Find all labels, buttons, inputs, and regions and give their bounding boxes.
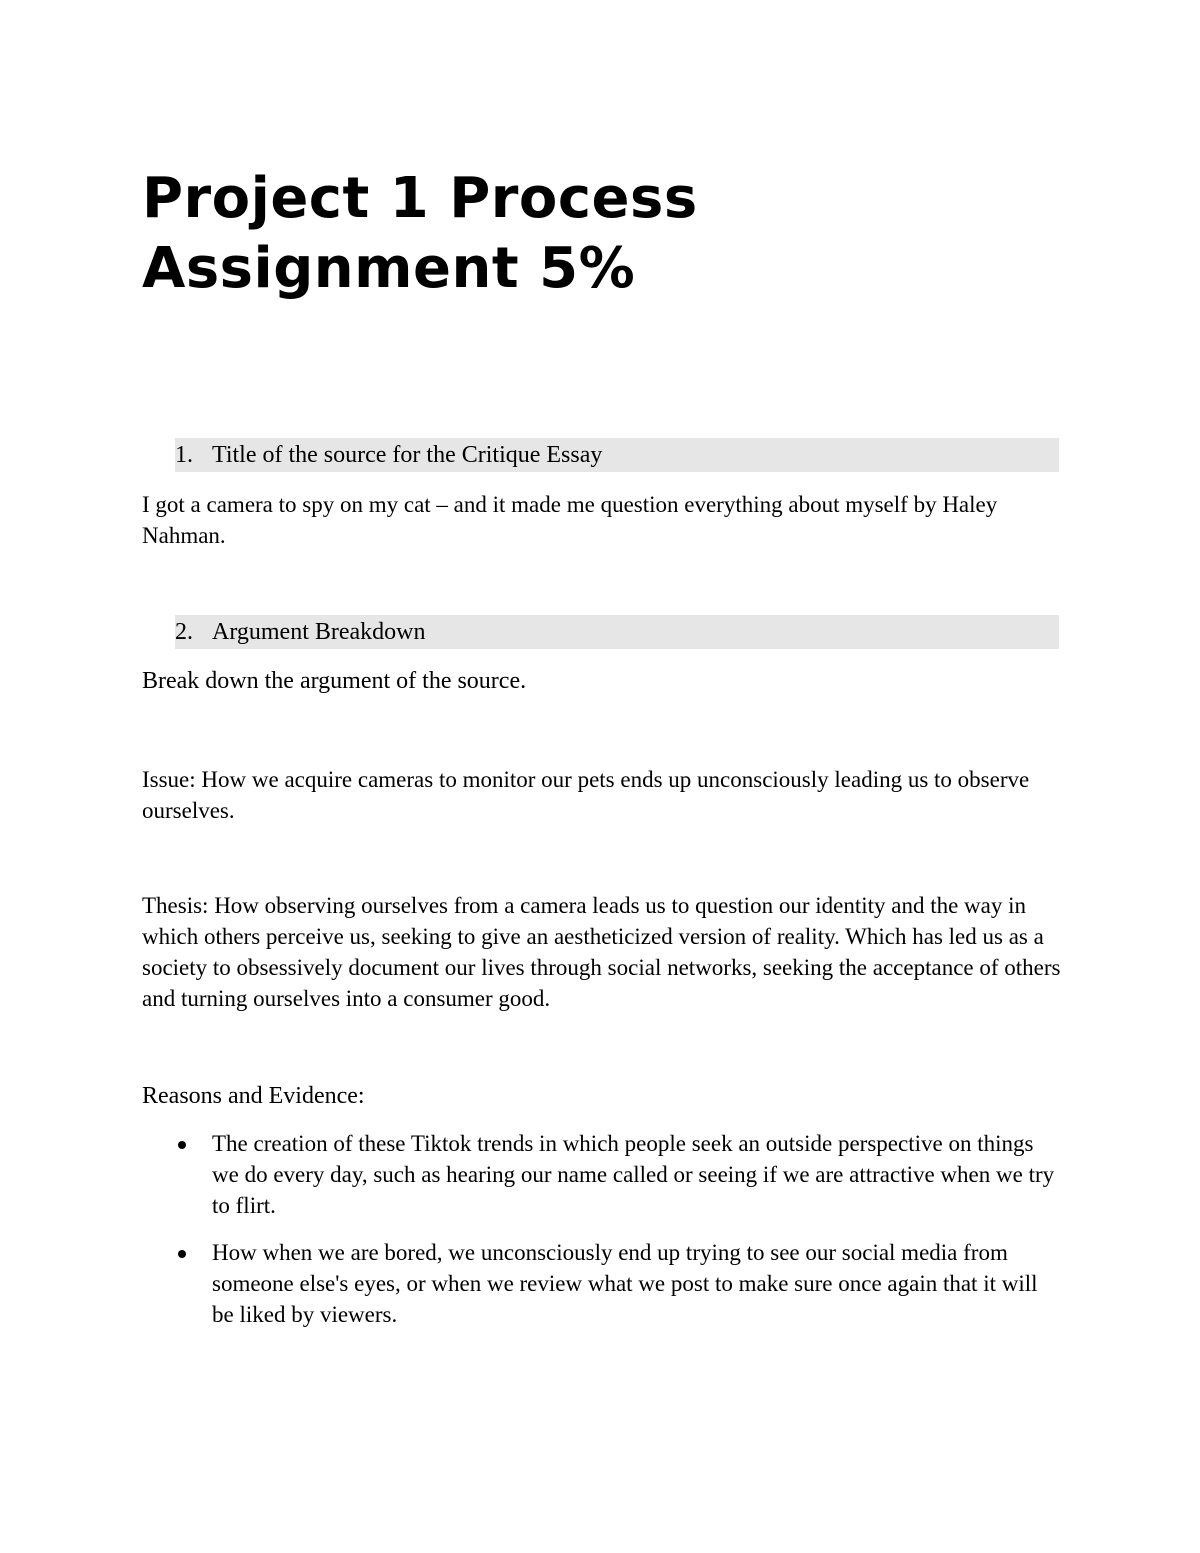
reason-text: The creation of these Tiktok trends in which people seek an outside perspective on things we do every day, such as hearing our name called or seeing if we are attractive when we try to flirt.: [212, 1131, 1055, 1218]
bullet-icon: [178, 1250, 186, 1258]
section-heading-1: [175, 438, 1059, 472]
list-item: [142, 1128, 1062, 1221]
section-heading-2: [175, 615, 1059, 649]
section-number: 2.: [175, 619, 193, 645]
section-heading-text: Argument Breakdown: [212, 619, 426, 645]
bullet-icon: [178, 1141, 186, 1149]
document-title: [142, 164, 698, 304]
title-line-2: Assignment 5%: [142, 236, 636, 301]
issue-paragraph: Issue: How we acquire cameras to monitor our pets ends up unconsciously leading us to observe ourselves.: [142, 767, 1030, 823]
reasons-list: [142, 1128, 1062, 1330]
section-heading-text: Title of the source for the Critique Essay: [212, 442, 603, 468]
section-number: 1.: [175, 442, 193, 468]
source-title-text: I got a camera to spy on my cat – and it made me question everything about myself by Haley Nahman.: [142, 492, 998, 548]
thesis-paragraph: Thesis: How observing ourselves from a camera leads us to question our identity and the way in which others perceive us, seeking to give an aestheticized version of reality. Which has led us as a society to obsessively document our lives through social networks, seeking the acceptance of others and turning ourselves into a consumer good.: [142, 893, 1061, 1011]
list-item: [142, 1237, 1062, 1330]
reason-text: How when we are bored, we unconsciously end up trying to see our social media from someone else's eyes, or when we review what we post to make sure once again that it will be liked by viewers.: [212, 1240, 1038, 1327]
title-line-1: Project 1 Process: [142, 166, 698, 231]
reasons-label: Reasons and Evidence:: [142, 1083, 365, 1109]
argument-intro-text: Break down the argument of the source.: [142, 668, 527, 694]
